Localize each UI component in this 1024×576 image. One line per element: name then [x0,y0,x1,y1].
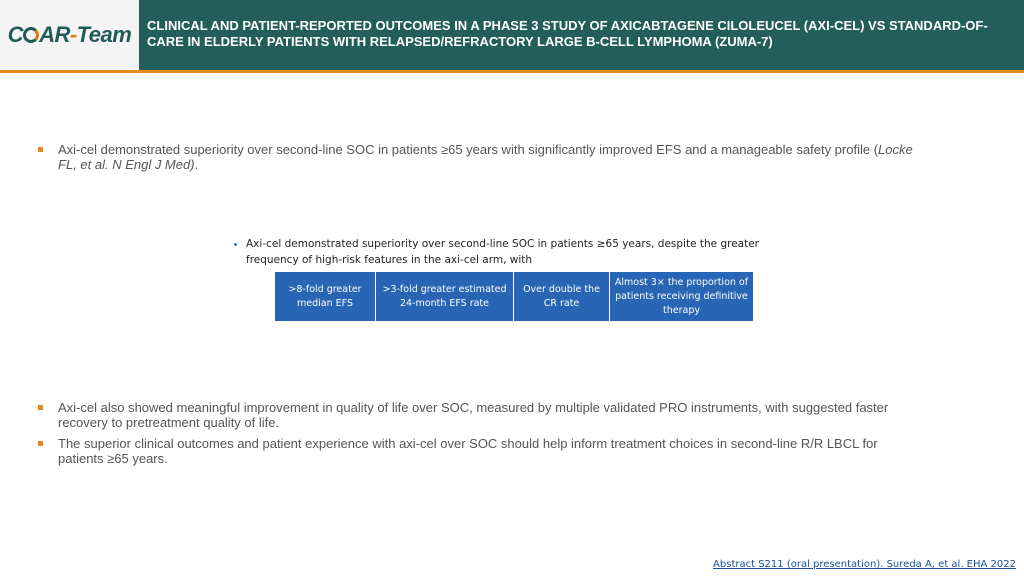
page-title: CLINICAL AND PATIENT-REPORTED OUTCOMES IN A PHASE 3 STUDY OF AXICABTAGENE CILOLEUCEL (AXI-CEL) VS STANDARD-OF-CARE IN ELDERLY PATIENTS WITH RELAPSED/REFRACTORY LARGE B-CELL LYMPHOMA (ZUMA-7) [147,18,988,49]
citation-suffix: . [194,157,199,172]
bullet-list-bottom [38,400,918,466]
header-bar [0,0,1024,70]
bullet-treatment-choices [38,436,918,466]
bullet-text: Axi-cel demonstrated superiority over second-line SOC in patients ≥65 years with significantly improved EFS and a manageable safety profile ( [58,142,879,157]
header-divider [0,70,1024,73]
bullet-text: The superior clinical outcomes and patient experience with axi-cel over SOC should help inform treatment choices in second-line R/R LBCL for patients ≥65 years. [58,436,878,466]
bullet-superiority [38,142,918,172]
bullet-marker [38,405,43,410]
stat-cell-24mo-efs: >3-fold greater estimated 24-month EFS rate [376,272,514,321]
citation: Locke FL, et al. N Engl J Med) [58,142,913,172]
stat-cell-median-efs: >8-fold greater median EFS [275,272,376,321]
bullet-text: Axi-cel also showed meaningful improvement in quality of life over SOC, measured by multiple validated PRO instruments, with suggested faster recovery to pretreatment quality of life. [58,400,889,430]
inner-bullet [233,236,793,268]
bullet-quality-of-life [38,400,918,430]
bullet-marker [38,147,43,152]
inner-callout [233,236,793,268]
stat-cell-definitive-therapy: Almost 3× the proportion of patients receiving definitive therapy [610,272,753,321]
bullet-list-top [38,142,918,172]
stat-cell-cr-rate: Over double the CR rate [514,272,610,321]
bullet-marker [38,441,43,446]
stats-row [275,272,753,321]
logo [0,0,139,70]
inner-bullet-text: Axi-cel demonstrated superiority over second-line SOC in patients ≥65 years, despite the greater frequency of high-risk features in the axi-cel arm, with [246,238,759,266]
inner-bullet-marker [234,243,237,246]
car-team-logo: C AR-Team [7,22,132,47]
reference-link[interactable]: Abstract S211 (oral presentation). Sureda A, et al. EHA 2022 [713,559,1016,570]
